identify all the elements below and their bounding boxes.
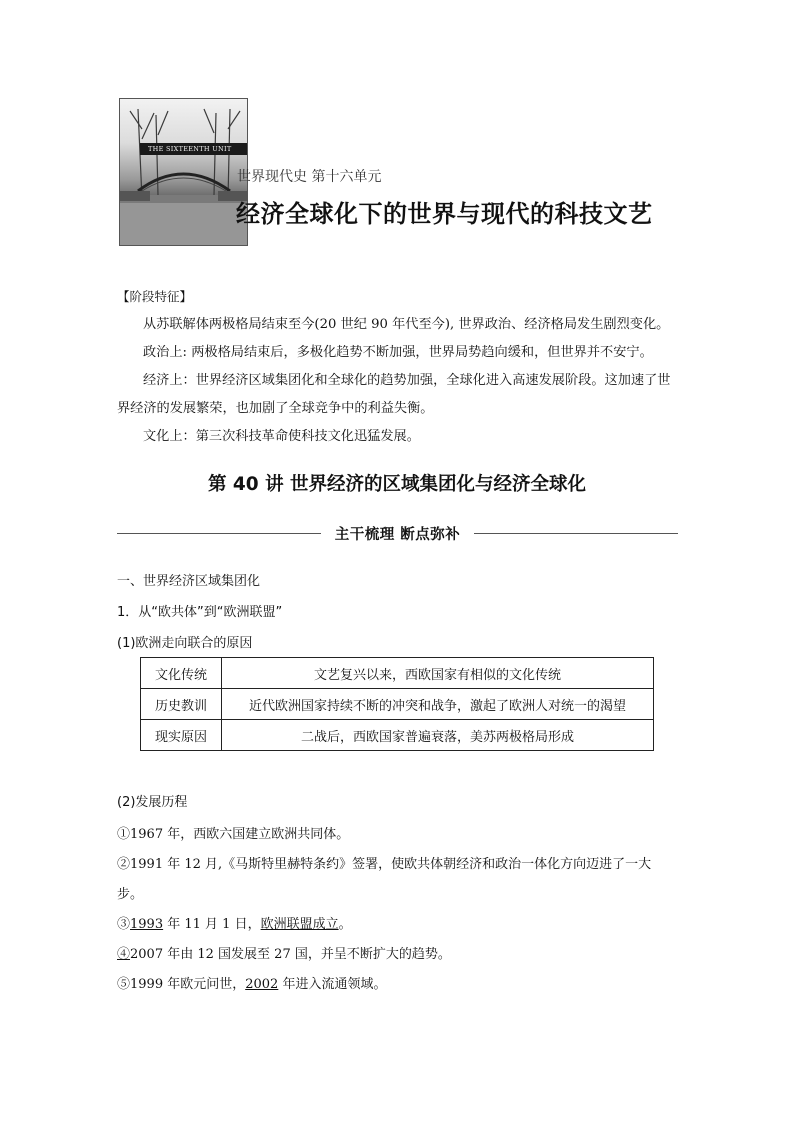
unit-title: 经济全球化下的世界与现代的科技文艺 [236, 200, 653, 228]
table-cell-value: 二战后，西欧国家普遍衰落，美苏两极格局形成 [222, 720, 654, 751]
list-item [117, 940, 679, 970]
table-row [141, 689, 654, 720]
stage-paragraph: 政治上: 两极格局结束后，多极化趋势不断加强，世界局势趋向缓和，但世界并不安宁。 [143, 345, 653, 360]
list-item [117, 970, 679, 1000]
list-item: ①1967 年，西欧六国建立欧洲共同体。 [117, 827, 350, 842]
stage-paragraph: 文化上：第三次科技革命使科技文化迅猛发展。 [143, 429, 420, 444]
item-text: ⑤1999 年欧元问世， [117, 977, 246, 992]
stage-tag: 【阶段特征】 [117, 289, 193, 304]
list-item [117, 910, 679, 940]
reasons-table [140, 657, 654, 751]
table-cell-key: 历史教训 [141, 689, 222, 720]
process-heading: (2)发展历程 [117, 795, 188, 810]
item-prefix: ③ [117, 917, 131, 932]
bridge-canal-illustration [120, 99, 247, 245]
table-row [141, 720, 654, 751]
table-row [141, 658, 654, 689]
divider-rule-right [474, 533, 678, 534]
item-text: 年进入流通领域。 [278, 977, 387, 992]
item-text: 2007 年由 12 国发展至 27 国，并呈不断扩大的趋势。 [130, 947, 451, 962]
table-cell-key: 现实原因 [141, 720, 222, 751]
reasons-heading: (1)欧洲走向联合的原因 [117, 636, 253, 651]
process-list [117, 820, 679, 1000]
underlined-year: 1993 [130, 917, 164, 932]
table-cell-key: 文化传统 [141, 658, 222, 689]
stage-paragraph: 从苏联解体两极格局结束至今(20 世纪 90 年代至今), 世界政治、经济格局发生剧烈变化。 [143, 317, 670, 332]
lecture-title: 第 40 讲 世界经济的区域集团化与经济全球化 [207, 474, 587, 495]
divider-rule-left [117, 533, 321, 534]
item-text: 年 11 月 1 日， [163, 917, 261, 932]
unit-subtitle: 世界现代史 第十六单元 [237, 169, 382, 185]
underlined-year: 2002 [245, 977, 279, 992]
divider-label: 主干梳理 断点弥补 [334, 526, 461, 543]
list-item: ②1991 年 12 月,《马斯特里赫特条约》签署，使欧共体朝经济和政治一体化方向迈进了一大 [117, 857, 652, 872]
item-text: 。 [338, 917, 352, 932]
unit-cover-photo [119, 98, 248, 246]
underlined-prefix: ④ [117, 947, 131, 962]
section-heading: 一、世界经济区域集团化 [117, 574, 261, 589]
stage-paragraph: 经济上：世界经济区域集团化和全球化的趋势加强，全球化进入高速发展阶段。这加速了世界经济的发展繁荣，也加剧了全球竞争中的利益失衡。 [117, 373, 671, 416]
section-divider [117, 522, 678, 544]
stage-characteristics [117, 283, 679, 451]
table-cell-value: 近代欧洲国家持续不断的冲突和战争，激起了欧洲人对统一的渴望 [222, 689, 654, 720]
list-item-continued: 步。 [117, 887, 144, 902]
subsection-heading: 1．从“欧共体”到“欧洲联盟” [117, 605, 283, 620]
underlined-event: 欧洲联盟成立 [260, 917, 339, 932]
photo-caption-band: THE SIXTEENTH UNIT [140, 143, 247, 155]
table-cell-value: 文艺复兴以来，西欧国家有相似的文化传统 [222, 658, 654, 689]
